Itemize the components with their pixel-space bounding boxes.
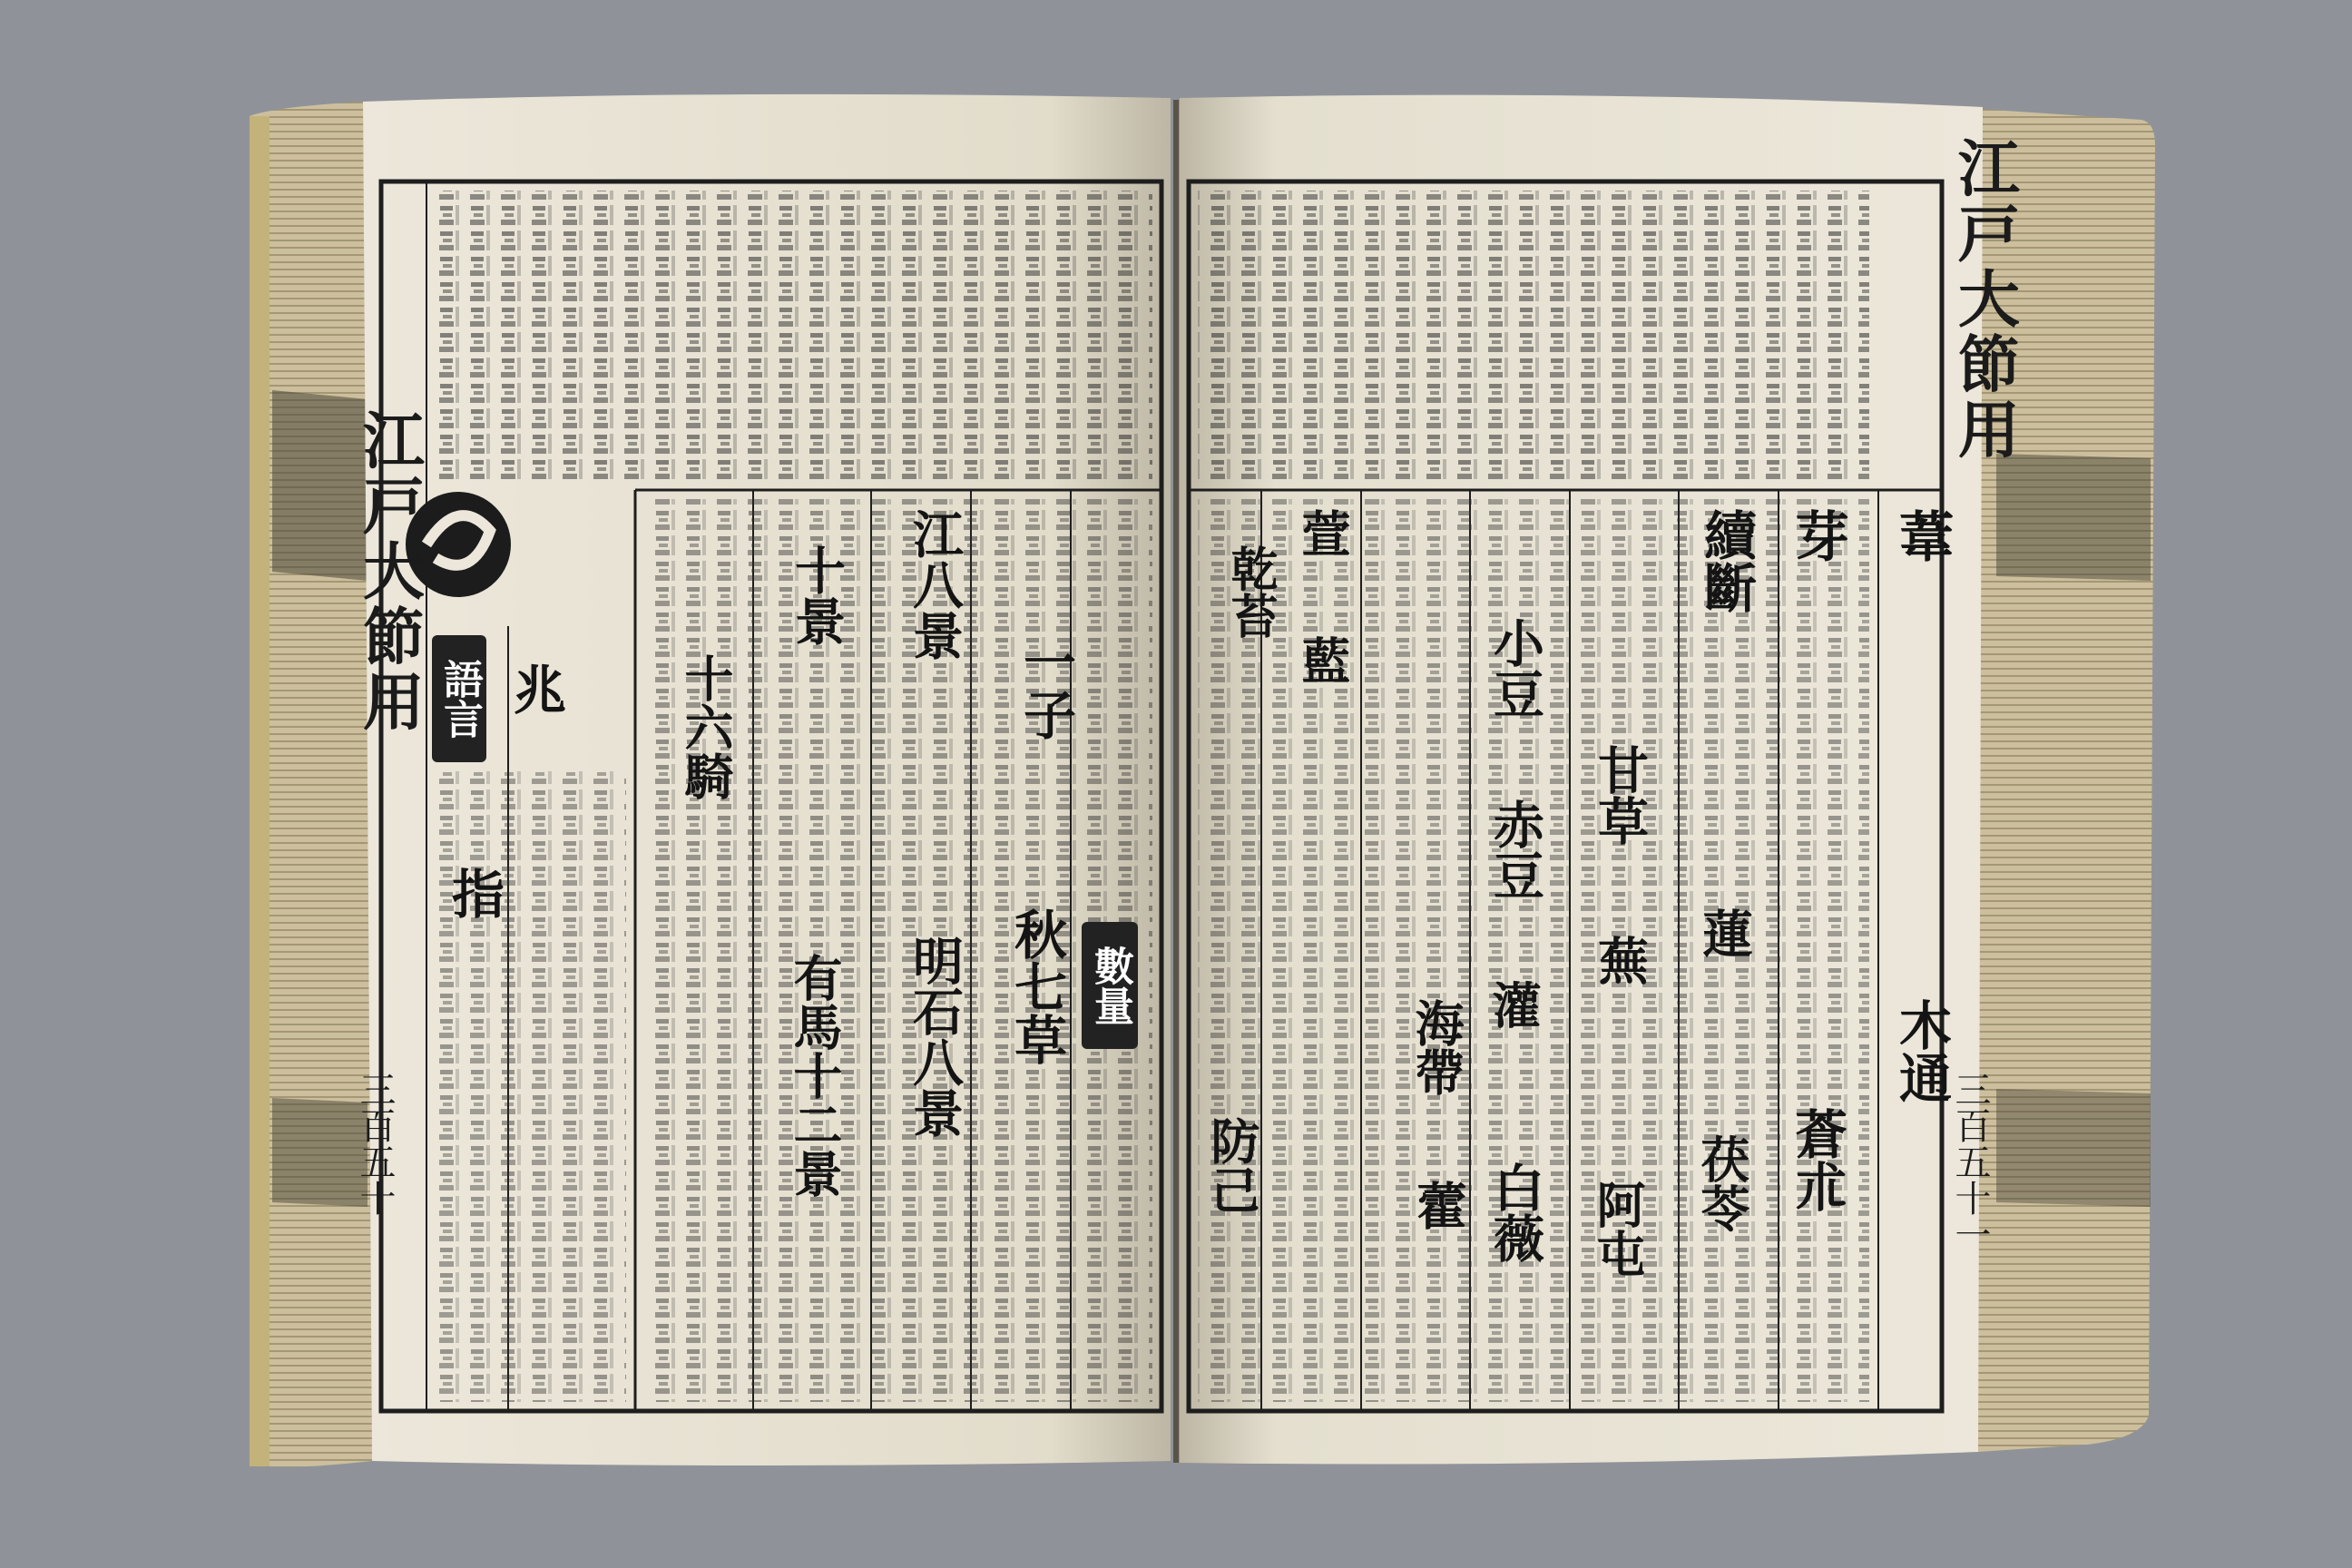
right-page-folio: 三百五十一 [1949, 1071, 1991, 1252]
headword: 葦 [1890, 508, 1954, 563]
right-edge-dark-band [1996, 454, 2151, 581]
headword: 乾苔 [1222, 544, 1278, 639]
headword: 十景 [787, 544, 847, 646]
left-upper-text-block [436, 191, 1152, 481]
headword: 甘草 [1590, 744, 1650, 846]
headword: 指 [443, 867, 505, 919]
headword: 茯苓 [1693, 1134, 1751, 1232]
headword: 芽 [1786, 508, 1849, 563]
group-label-kazu: 數量 [1082, 922, 1138, 1049]
headword: 秋七草 [1005, 907, 1067, 1065]
headword: 防己 [1203, 1116, 1261, 1214]
headword: 藍 [1294, 635, 1352, 684]
left-spine-strip [250, 116, 270, 1466]
left-page-header: 江戸大節用 [352, 408, 426, 735]
right-page-header: 江戸大節用 [1947, 136, 2021, 463]
headword: 續斷 [1695, 508, 1757, 613]
headword: 蕪 [1590, 935, 1650, 985]
headword: 兆 [505, 662, 566, 715]
headword: 明石八景 [905, 935, 965, 1138]
headword: 木通 [1890, 998, 1952, 1103]
headword: 海帶 [1407, 998, 1465, 1096]
headword: 蒼朮 [1786, 1107, 1847, 1212]
left-page-folio: 三百五十 [354, 1071, 396, 1216]
headword: 藿 [1408, 1180, 1468, 1230]
headword: 赤豆 [1485, 799, 1545, 900]
headword: 蓮 [1694, 907, 1754, 958]
headword: 江八景 [905, 508, 965, 661]
headword: 萱 [1294, 508, 1352, 557]
headword: 有馬十二景 [786, 953, 844, 1198]
right-edge-dark-band [1996, 1089, 2151, 1207]
right-upper-text-block [1198, 191, 1869, 481]
headword: 阿屯 [1589, 1180, 1647, 1278]
headword: 灌 [1485, 980, 1543, 1029]
headword: 白薇 [1485, 1161, 1545, 1263]
section-label-gogen: 語言 [432, 635, 486, 762]
headword: 小豆 [1485, 617, 1545, 719]
headword: 一子 [1014, 635, 1076, 740]
headword: 十六騎 [677, 653, 735, 800]
